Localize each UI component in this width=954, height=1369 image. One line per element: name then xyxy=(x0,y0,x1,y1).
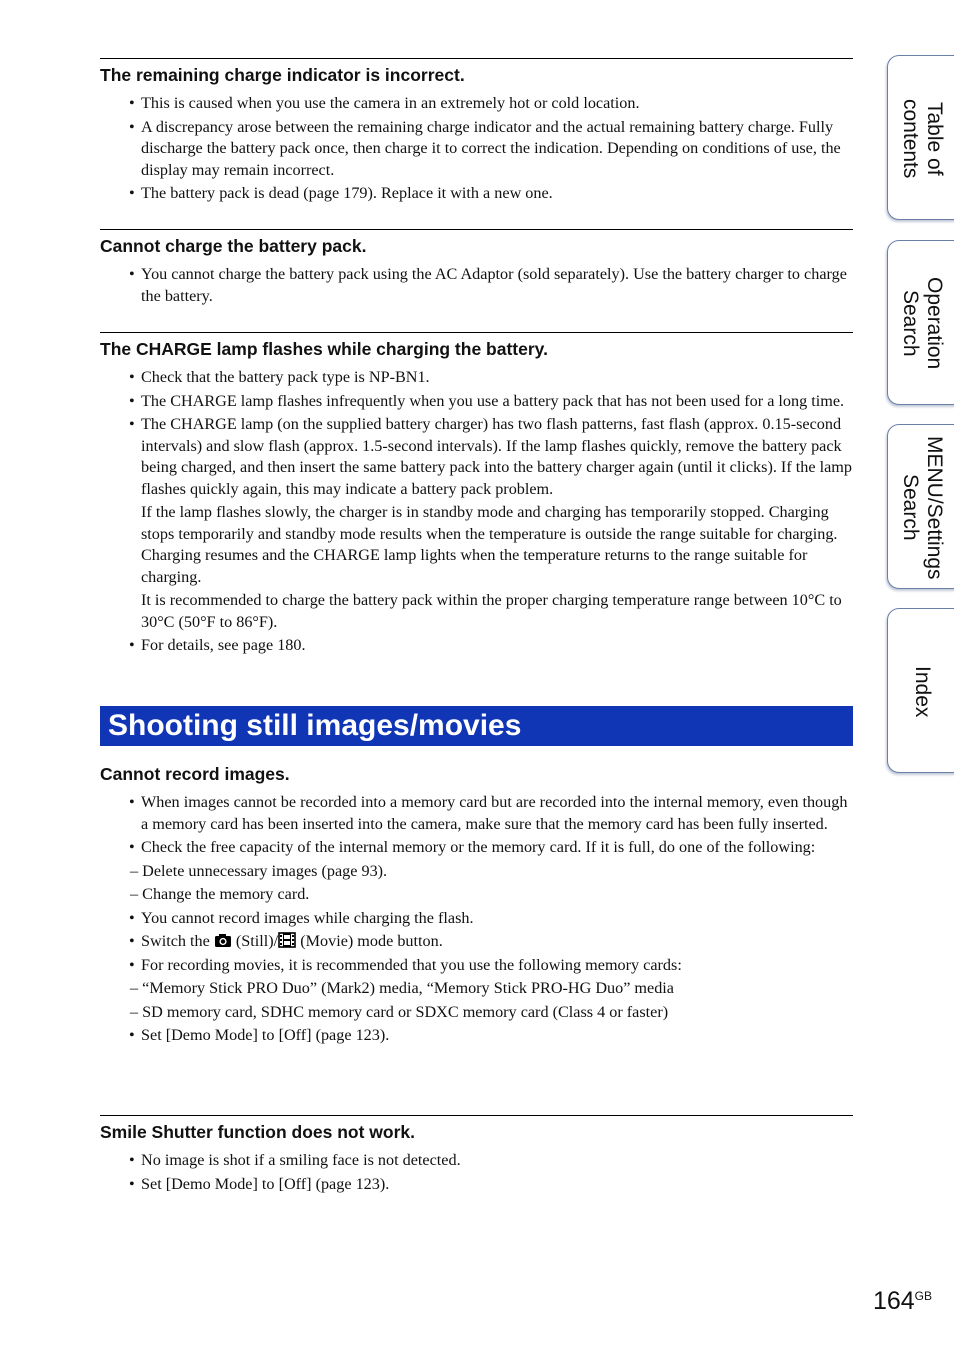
section-cannot-charge xyxy=(100,229,853,309)
section-title: Cannot charge the battery pack. xyxy=(100,236,367,256)
list-item: • When images cannot be recorded into a memory card but are recorded into the internal memory, even though a memory card has been inserted into the camera, make sure that the memory card has been fully inserted. xyxy=(141,792,853,835)
list-item: • Check the free capacity of the internal memory or the memory card. If it is full, do one of the following: xyxy=(141,837,853,859)
sub-list-item: – “Memory Stick PRO Duo” (Mark2) media, “Memory Stick PRO-HG Duo” media xyxy=(130,979,674,997)
item-list xyxy=(100,792,853,1047)
tab-label: Table of contents xyxy=(899,98,946,179)
tab-table-of-contents[interactable] xyxy=(887,55,954,220)
list-item: • The battery pack is dead (page 179). Replace it with a new one. xyxy=(141,183,853,205)
list-item: • Set [Demo Mode] to [Off] (page 123). xyxy=(141,1174,853,1196)
section-divider xyxy=(100,229,853,230)
tab-menu-settings-search[interactable] xyxy=(887,424,954,589)
film-icon xyxy=(278,932,296,948)
tab-label: Index xyxy=(911,665,934,718)
item-list xyxy=(100,1150,853,1195)
page-number: $164^{GB}$ xyxy=(872,1287,932,1315)
list-item: • The CHARGE lamp (on the supplied battery charger) has two flash patterns, fast flash (approx. 0.15-second intervals) and slow flash (approx. 1.5-second intervals). If the lamp flashes quickly, remove the battery pack being charged, and then insert the same battery pack into the battery charger again (until it clicks). If the lamp flashes quickly again, this may indicate a battery pack problem. xyxy=(141,414,853,500)
section-cannot-record xyxy=(100,758,853,1049)
section-title: The remaining charge indicator is incorrect. xyxy=(100,65,465,85)
list-item: • You cannot charge the battery pack using the AC Adaptor (sold separately). Use the battery charger to charge the battery. xyxy=(141,264,853,307)
chapter-banner: Shooting still images/movies xyxy=(100,706,853,746)
tab-label: Operation Search xyxy=(899,277,946,370)
section-charge-lamp xyxy=(100,332,853,659)
section-title: Cannot record images. xyxy=(100,764,290,784)
camera-icon xyxy=(214,933,232,948)
list-item: • Check that the battery pack type is NP-BN1. xyxy=(141,367,853,389)
list-item-continuation: It is recommended to charge the battery pack within the proper charging temperature range between 10°C to 30°C (50°F to 86°F). xyxy=(141,591,842,631)
list-item: • No image is shot if a smiling face is not detected. xyxy=(141,1150,853,1172)
sub-list-item: – SD memory card, SDHC memory card or SDXC memory card (Class 4 or faster) xyxy=(130,1002,669,1021)
tab-index[interactable] xyxy=(887,608,954,773)
list-item: • For recording movies, it is recommended that you use the following memory cards: xyxy=(141,955,853,977)
section-divider xyxy=(100,1115,853,1116)
section-divider xyxy=(100,58,853,59)
sub-list-item: – Change the memory card. xyxy=(130,885,310,903)
list-item: • Set [Demo Mode] to [Off] (page 123). xyxy=(141,1025,853,1047)
item-list xyxy=(100,367,853,657)
section-title: Smile Shutter function does not work. xyxy=(100,1122,416,1142)
item-list xyxy=(100,264,853,307)
section-divider xyxy=(100,332,853,333)
list-item: • Switch the (Still)/ (Movie) mode button. xyxy=(141,931,853,953)
section-charge-indicator xyxy=(100,58,853,207)
list-item: • A discrepancy arose between the remaining charge indicator and the actual remaining battery charge. Fully discharge the battery pack once, then charge it to correct the indication. Depending on conditions of use, the display may remain incorrect. xyxy=(141,117,853,182)
section-title: The CHARGE lamp flashes while charging the battery. xyxy=(100,339,548,359)
list-item: • The CHARGE lamp flashes infrequently when you use a battery pack that has not been used for a long time. xyxy=(141,391,853,413)
tab-operation-search[interactable] xyxy=(887,240,954,405)
list-item: • This is caused when you use the camera in an extremely hot or cold location. xyxy=(141,93,853,115)
list-item: • You cannot record images while charging the flash. xyxy=(141,908,853,930)
item-list xyxy=(100,93,853,205)
list-item: • For details, see page 180. xyxy=(141,635,853,657)
tab-label: MENU/Settings Search xyxy=(899,435,946,580)
list-item-continuation: If the lamp flashes slowly, the charger is in standby mode and charging has temporarily stopped. Charging stops temporarily and standby mode results when the temperature is outside the range suitable for charging. Charging resumes and the CHARGE lamp lights when the temperature returns to the range suitable for charging. xyxy=(141,503,838,586)
section-smile-shutter xyxy=(100,1115,853,1197)
sub-list-item: – Delete unnecessary images (page 93). xyxy=(130,861,388,880)
